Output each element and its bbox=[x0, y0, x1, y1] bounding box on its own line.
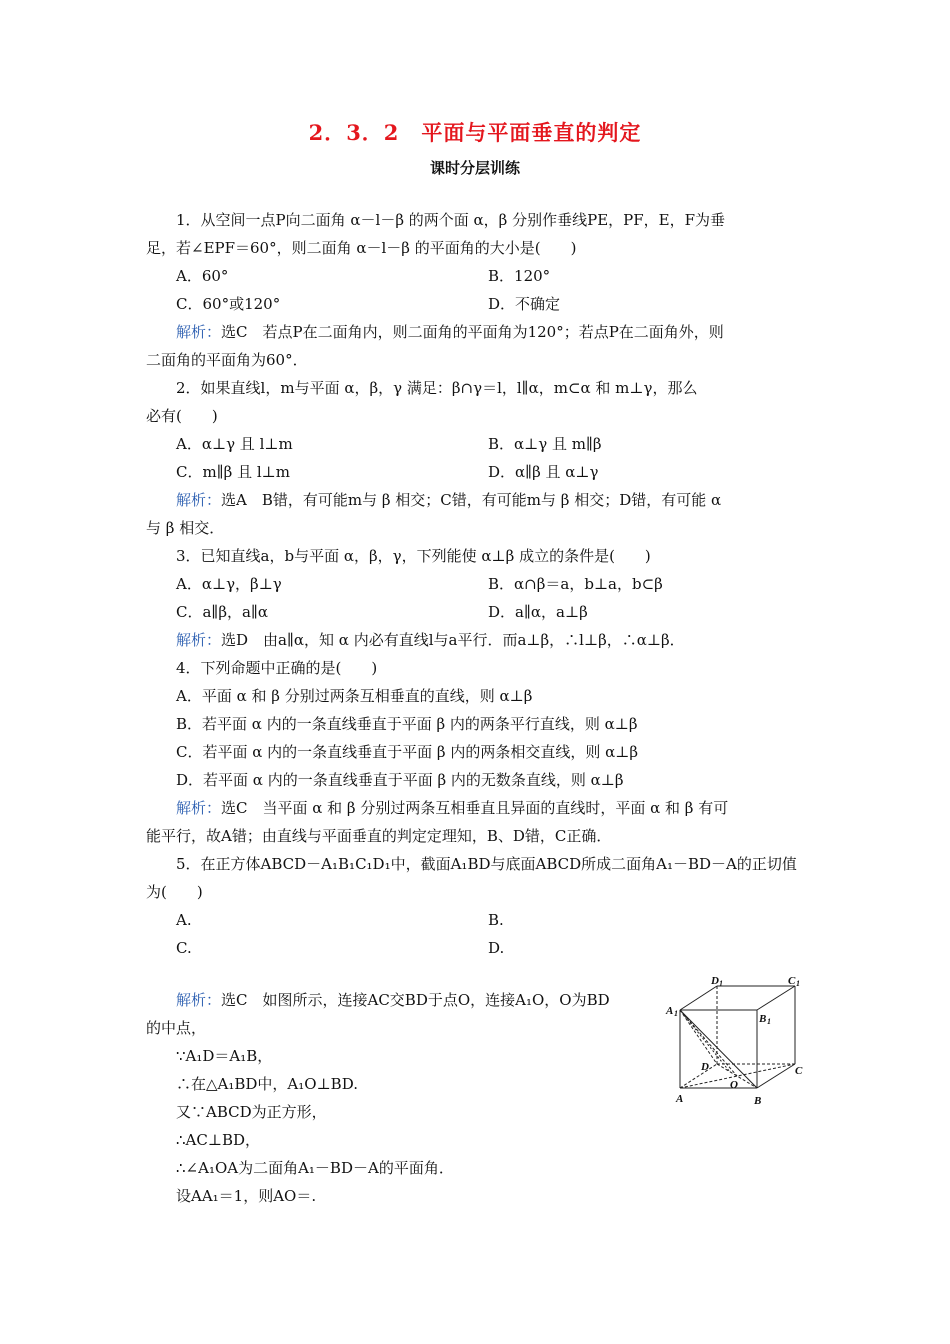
q1-option-c: C．60°或120° bbox=[176, 295, 281, 313]
q1-option-d: D．不确定 bbox=[488, 295, 561, 313]
label-c1-sub: 1 bbox=[796, 979, 800, 988]
q3-option-c: C．a∥β，a∥α bbox=[176, 603, 269, 621]
label-a1-sub: 1 bbox=[674, 1009, 678, 1018]
analysis-label: 解析： bbox=[176, 991, 222, 1009]
q3-option-a: A．α⊥γ，β⊥γ bbox=[176, 575, 282, 593]
q5-option-c: C. bbox=[176, 939, 192, 957]
q5-option-b: B. bbox=[488, 911, 504, 929]
q5-step-6: 设AA₁＝1，则AO＝. bbox=[176, 1187, 317, 1205]
analysis-text: 选C 当平面 α 和 β 分别过两条互相垂直且异面的直线时，平面 α 和 β 有可 bbox=[221, 799, 729, 817]
line-a1b bbox=[680, 1010, 757, 1088]
label-b: B bbox=[754, 1095, 762, 1107]
analysis-text: 选C 若点P在二面角内，则二面角的平面角为120°；若点P在二面角外，则 bbox=[221, 323, 724, 341]
analysis-label: 解析： bbox=[176, 799, 222, 817]
q4-analysis-cont: 能平行，故A错；由直线与平面垂直的判定定理知，B、D错，C正确． bbox=[146, 827, 612, 845]
q2-text: 2．如果直线l，m与平面 α，β，γ 满足：β∩γ＝l，l∥α，m⊂α 和 m⊥γ，那么 bbox=[176, 379, 698, 397]
q5-text-cont: 为( ) bbox=[146, 883, 203, 901]
q5-step-1: ∵A₁D＝A₁B， bbox=[176, 1047, 273, 1065]
q3-option-b: B．α∩β＝a，b⊥a，b⊂β bbox=[488, 575, 663, 593]
q4-text: 4．下列命题中正确的是( ) bbox=[176, 659, 378, 677]
analysis-label: 解析： bbox=[176, 323, 222, 341]
label-d1-sub: 1 bbox=[719, 979, 723, 988]
q3-option-d: D．a∥α，a⊥β bbox=[488, 603, 588, 621]
q5-text: 5．在正方体ABCD－A₁B₁C₁D₁中，截面A₁BD与底面ABCD所成二面角A₁－BD－A的正切值 bbox=[176, 855, 797, 873]
q5-step-5: ∴∠A₁OA为二面角A₁－BD－A的平面角． bbox=[176, 1159, 454, 1177]
q4-analysis bbox=[176, 798, 728, 818]
label-b1-sub: 1 bbox=[767, 1017, 771, 1026]
q4-option-d: D．若平面 α 内的一条直线垂直于平面 β 内的无数条直线，则 α⊥β bbox=[176, 771, 624, 789]
q1-option-a: A．60° bbox=[176, 267, 229, 285]
q5-option-d: D. bbox=[488, 939, 505, 957]
q2-option-d: D．α∥β 且 α⊥γ bbox=[488, 463, 599, 481]
edge-ad bbox=[680, 1064, 717, 1088]
q1-option-b: B．120° bbox=[488, 267, 551, 285]
label-b1: B bbox=[759, 1013, 767, 1025]
q2-analysis bbox=[176, 490, 721, 510]
q1-text: 1．从空间一点P向二面角 α－l－β 的两个面 α，β 分别作垂线PE，PF，E，F为垂 bbox=[176, 211, 726, 229]
q2-option-a: A．α⊥γ 且 l⊥m bbox=[176, 435, 293, 453]
q5-analysis bbox=[176, 990, 610, 1010]
edge-a1d1 bbox=[680, 986, 717, 1010]
cube-figure bbox=[664, 976, 812, 1110]
edge-bc bbox=[757, 1064, 795, 1088]
edge-b1c1 bbox=[757, 986, 795, 1010]
analysis-text: 选A B错，有可能m与 β 相交；C错，有可能m与 β 相交；D错，有可能 α bbox=[221, 491, 722, 509]
q4-option-b: B．若平面 α 内的一条直线垂直于平面 β 内的两条平行直线，则 α⊥β bbox=[176, 715, 638, 733]
q2-option-c: C．m∥β 且 l⊥m bbox=[176, 463, 290, 481]
page-title: 2．3．2 平面与平面垂直的判定 bbox=[308, 120, 642, 145]
label-o: O bbox=[730, 1079, 738, 1091]
analysis-label: 解析： bbox=[176, 491, 222, 509]
label-d: D bbox=[701, 1061, 709, 1073]
q1-analysis-cont: 二面角的平面角为60°． bbox=[146, 351, 308, 369]
label-a: A bbox=[676, 1093, 684, 1105]
q2-analysis-cont: 与 β 相交． bbox=[146, 519, 225, 537]
q2-text-cont: 必有( ) bbox=[146, 407, 218, 425]
analysis-text: 选D 由a∥α，知 α 内必有直线l与a平行．而a⊥β，∴l⊥β，∴α⊥β． bbox=[221, 631, 685, 649]
q5-step-3: 又∵ABCD为正方形， bbox=[176, 1103, 327, 1121]
q3-analysis bbox=[176, 630, 685, 650]
q5-step-2: ∴在△A₁BD中，A₁O⊥BD. bbox=[176, 1075, 358, 1093]
q5-option-a: A. bbox=[176, 911, 192, 929]
analysis-text: 选C 如图所示，连接AC交BD于点O，连接A₁O，O为BD bbox=[221, 991, 610, 1009]
q5-step-4: ∴AC⊥BD， bbox=[176, 1131, 261, 1149]
analysis-label: 解析： bbox=[176, 631, 222, 649]
label-a1: A bbox=[666, 1005, 674, 1017]
q4-option-a: A．平面 α 和 β 分别过两条互相垂直的直线，则 α⊥β bbox=[176, 687, 533, 705]
label-d1: D bbox=[711, 976, 719, 987]
line-a1d bbox=[680, 1010, 717, 1064]
q4-option-c: C．若平面 α 内的一条直线垂直于平面 β 内的两条相交直线，则 α⊥β bbox=[176, 743, 639, 761]
q5-analysis-cont: 的中点， bbox=[146, 1019, 207, 1037]
page-subtitle: 课时分层训练 bbox=[429, 159, 520, 177]
label-c1: C bbox=[788, 976, 796, 987]
label-c: C bbox=[795, 1065, 803, 1077]
q1-analysis bbox=[176, 322, 724, 342]
q1-text-cont: 足，若∠EPF＝60°，则二面角 α－l－β 的平面角的大小是( ) bbox=[146, 239, 577, 257]
q3-text: 3．已知直线a，b与平面 α，β，γ，下列能使 α⊥β 成立的条件是( ) bbox=[176, 547, 651, 565]
q2-option-b: B．α⊥γ 且 m∥β bbox=[488, 435, 602, 453]
